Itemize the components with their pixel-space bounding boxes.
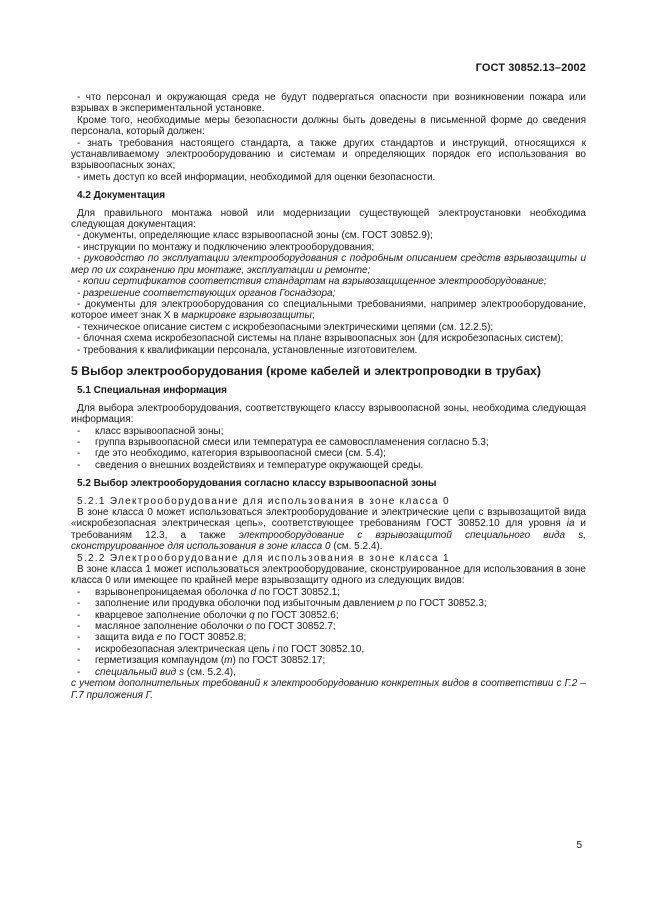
list-item: - сведения о внешних воздействиях и температуре окружающей среды.: [71, 460, 586, 471]
text: q: [249, 609, 255, 621]
section-heading-5: 5 Выбор электрооборудования (кроме кабелей и электропроводки в трубах): [71, 363, 541, 378]
paragraph: - иметь доступ ко всей информации, необходимой для оценки безопасности.: [77, 171, 436, 183]
section-heading-5-2: 5.2 Выбор электрооборудования согласно классу взрывоопасной зоны: [77, 478, 437, 490]
text: ;: [311, 310, 315, 322]
document-header-id: ГОСТ 30852.13–2002: [475, 62, 586, 74]
text: по ГОСТ 30852.7;: [251, 621, 336, 633]
text: В зоне класса 0 может использоваться электрооборудование и электрические цепи с взрывозащитой вида «искробезопасная электрическая цепь», соответствующее требованиям ГОСТ 30852.10 для уровня: [71, 507, 586, 530]
text: заполнение или продувка оболочки под избыточным давлением: [95, 598, 398, 610]
list-item: - копии сертификатов соответствия стандартам на взрывозащищенное электрооборудование;: [77, 276, 547, 288]
text: масляное заполнение оболочки: [95, 621, 247, 633]
text: искробезопасная электрическая цепь: [95, 643, 273, 655]
document-body: [71, 92, 586, 701]
text: m: [224, 655, 233, 667]
subsection-heading-5-2-2: 5.2.2 Электрооборудование для использования в зоне класса 1: [77, 552, 450, 564]
list-item: - руководство по эксплуатации электрооборудования с подробным описанием средств взрывозащиты и мер по их сохранению при монтаже, эксплуатации и ремонте;: [71, 253, 586, 276]
text: маркировке взрывозащиты: [181, 310, 312, 322]
subsection-heading-5-2-1: 5.2.1 Электрооборудование для использования в зоне класса 0: [77, 495, 450, 507]
list-item: - где это необходимо, категория взрывоопасной смеси (см. 5.4);: [71, 448, 586, 459]
list-item: [71, 299, 586, 322]
text: i: [272, 643, 275, 655]
list-item: - искробезопасная электрическая цепь i по ГОСТ 30852.10,: [77, 643, 365, 655]
list-item: - взрывонепроницаемая оболочка d по ГОСТ 30852.1;: [77, 586, 341, 598]
list-item: - защита вида e по ГОСТ 30852.8;: [77, 632, 247, 644]
text: специальный вид s: [95, 666, 184, 678]
text: электрооборудование с взрывозащитой специального вида s, сконструированное для использования в зоне класса 0: [71, 529, 586, 553]
text: d: [250, 586, 257, 598]
list-item: - специальный вид s (см. 5.2.4),: [77, 666, 236, 678]
list-item: - герметизация компаундом (m) по ГОСТ 30852.17;: [77, 655, 326, 667]
list-item: - техническое описание систем с искробезопасными электрическими цепями (см. 12.2.5);: [77, 321, 494, 333]
text: взрывонепроницаемая оболочка: [95, 586, 251, 598]
text: по ГОСТ 30852.3;: [402, 598, 487, 610]
text: по ГОСТ 30852.10,: [274, 643, 365, 655]
list-item: - группа взрывоопасной смеси или температура ее самовоспламенения согласно 5.3;: [71, 437, 586, 448]
list-item: - инструкции по монтажу и подключению электрооборудования;: [77, 241, 375, 253]
text: и требованиям 12.3, а также: [71, 518, 586, 541]
text: по ГОСТ 30852.6;: [254, 609, 339, 621]
paragraph: [71, 507, 586, 553]
paragraph: с учетом дополнительных требований к электрооборудованию конкретных видов в соответствии с Г.2 – Г.7 приложения Г.: [71, 678, 586, 701]
text: ) по ГОСТ 30852.17;: [232, 655, 326, 667]
paragraph: - знать требования настоящего стандарта, а также других стандартов и инструкций, относящихся к устанавливаемому электрооборудованию и системам и определяющих порядок его использования во взрывоопасных зонах;: [71, 137, 586, 172]
list-item: - кварцевое заполнение оболочки q по ГОСТ 30852.6;: [77, 609, 339, 621]
section-heading-4-2: 4.2 Документация: [77, 190, 166, 202]
text: e: [156, 632, 163, 644]
list-item: - класс взрывоопасной зоны;: [71, 426, 586, 437]
text: по ГОСТ 30852.8;: [162, 632, 247, 644]
list-item: - требования к квалификации персонала, установленные изготовителем.: [77, 344, 418, 356]
list-item-text: группа взрывоопасной смеси или температура ее самовоспламенения согласно 5.3;: [95, 436, 489, 448]
text: - документы для электрооборудования со специальными требованиями, например электрооборудование, которое имеет знак X в: [71, 298, 586, 322]
list-item-text: где это необходимо, категория взрывоопасной смеси (см. 5.4);: [95, 448, 386, 460]
text: ia: [566, 518, 575, 530]
list-item: - документы, определяющие класс взрывоопасной зоны (см. ГОСТ 30852.9);: [77, 230, 433, 242]
text: (см. 5.2.4),: [183, 666, 236, 678]
paragraph: В зоне класса 1 может использоваться электрооборудование, сконструированное для использования в зоне класса 0 или имеющее по крайней мере взрывозащиту одного из следующих видов:: [71, 564, 586, 587]
list-item-text: сведения о внешних воздействиях и температуре окружающей среды.: [95, 459, 424, 471]
text: p: [397, 598, 403, 610]
text: защита вида: [95, 632, 157, 644]
list-item: - заполнение или продувка оболочки под избыточным давлением p по ГОСТ 30852.3;: [77, 598, 487, 610]
list-item-text: класс взрывоопасной зоны;: [95, 425, 224, 437]
text: (см. 5.2.4).: [330, 541, 383, 553]
list-item: - масляное заполнение оболочки o по ГОСТ 30852.7;: [77, 621, 336, 633]
text: кварцевое заполнение оболочки: [95, 609, 250, 621]
paragraph: - что персонал и окружающая среда не будут подвергаться опасности при возникновении пожара или взрывах в экспериментальной установке.: [71, 92, 586, 115]
text: по ГОСТ 30852.1;: [256, 586, 341, 598]
list-item: - разрешение соответствующих органов Госнадзора;: [77, 287, 336, 299]
list-item: - блочная схема искробезопасной системы на плане взрывоопасных зон (для искробезопасных систем);: [77, 333, 564, 345]
paragraph: Для правильного монтажа новой или модернизации существующей электроустановки необходима следующая документация:: [71, 207, 586, 231]
paragraph: Кроме того, необходимые меры безопасности должны быть доведены в письменной форме до сведения персонала, который должен:: [71, 114, 586, 138]
text: герметизация компаундом (: [95, 655, 225, 667]
paragraph: Для выбора электрооборудования, соответствующего классу взрывоопасной зоны, необходима следующая информация:: [71, 402, 586, 426]
section-heading-5-1: 5.1 Специальная информация: [77, 385, 227, 397]
text: o: [246, 621, 252, 633]
page-number: 5: [576, 840, 582, 851]
